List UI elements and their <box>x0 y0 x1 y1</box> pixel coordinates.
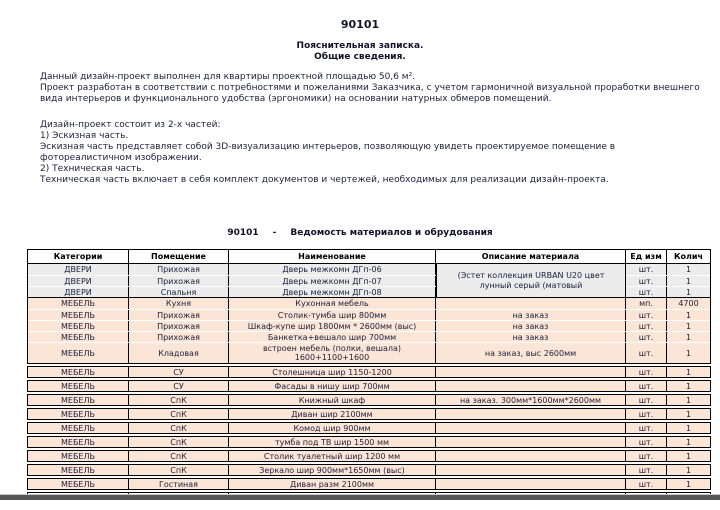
cell-unit: шт. <box>625 343 666 363</box>
table-row <box>27 366 711 378</box>
window-bottom-edge <box>0 494 720 500</box>
cell-category: МЕБЕЛЬ <box>60 299 95 308</box>
boxed-rows-container <box>27 366 711 490</box>
cell-room: СпК <box>128 409 228 419</box>
cell-unit: шт. <box>625 437 666 447</box>
table-row <box>28 331 710 342</box>
cell-name: Дверь межкомн ДГп-08 <box>228 287 435 297</box>
cell-unit: шт. <box>625 321 666 331</box>
parts-line-2: Эскизная часть представляет собой 3D-визуализацию интерьеров, позволяющую увидеть проектируемое помещение в фотореалистичном изображении. <box>40 142 616 163</box>
cell-unit: мп. <box>625 298 666 309</box>
cell-name: Зеркало шир 900мм*1650мм (выс) <box>228 465 435 475</box>
cell-description: на заказ. 300мм*1600мм*2600мм <box>435 395 625 405</box>
doors-description-merged-cell <box>436 264 626 297</box>
table-header-block <box>27 249 711 264</box>
doors-description-line2: лунный серый (матовый <box>479 280 583 290</box>
cell-unit: шт. <box>625 451 666 461</box>
cell-category: МЕБЕЛЬ <box>60 332 95 342</box>
table-row <box>27 394 711 406</box>
table-row <box>27 408 711 420</box>
header-description: Описание материала <box>435 250 625 263</box>
cell-qty: 1 <box>666 437 710 447</box>
cell-category: МЕБЕЛЬ <box>60 348 95 358</box>
cell-room: СУ <box>128 367 228 377</box>
cell-qty: 1 <box>666 343 710 363</box>
materials-table <box>27 249 711 498</box>
cell-qty: 1 <box>666 465 710 475</box>
parts-line-3: 2) Техническая часть. <box>40 164 145 174</box>
cell-qty: 1 <box>666 264 710 275</box>
cell-qty: 1 <box>666 332 710 342</box>
cell-unit: шт. <box>625 395 666 405</box>
cell-room: СпК <box>128 423 228 433</box>
cell-unit: шт. <box>625 465 666 475</box>
cell-description <box>435 367 625 377</box>
header-name: Наименование <box>228 250 435 263</box>
cell-unit: шт. <box>625 423 666 433</box>
cell-unit: шт. <box>625 381 666 391</box>
doors-description-line1: (Эстет коллекция URBAN U20 цвет <box>457 270 605 280</box>
cell-description <box>435 381 625 391</box>
cell-qty: 1 <box>666 409 710 419</box>
table-row <box>27 464 711 476</box>
cell-room: Кладовая <box>128 343 228 363</box>
cell-qty: 1 <box>666 423 710 433</box>
cell-category: МЕБЕЛЬ <box>60 479 95 489</box>
table-title-label: Ведомость материалов и обрудования <box>290 228 493 238</box>
cell-category: МЕБЕЛЬ <box>60 310 95 320</box>
cell-room: Прихожая <box>128 310 228 320</box>
cell-name: встроен мебель (полки, вешала) 1600+1100+1600 <box>228 343 435 363</box>
cell-name: Столик туалетный шир 1200 мм <box>228 451 435 461</box>
table-row <box>28 298 710 309</box>
cell-name: Шкаф-купе шир 1800мм * 2600мм (выс) <box>228 321 435 331</box>
cell-description: на заказ <box>435 310 625 320</box>
cell-room: СпК <box>128 465 228 475</box>
doors-rows-block <box>27 263 711 298</box>
cell-category: ДВЕРИ <box>64 276 92 286</box>
cell-category: МЕБЕЛЬ <box>60 437 95 447</box>
table-row <box>27 478 711 490</box>
cell-name: Книжный шкаф <box>228 395 435 405</box>
paragraph-project: Проект разработан в соответствии с потребностями и пожеланиями Заказчика, с учетом гармоничной визуальной проработки внешнего вида интерьеров и функционального удобства (эргономики) на основании натурных обмеров помещений. <box>40 83 700 104</box>
cell-room: Прихожая <box>128 276 228 286</box>
parts-line-0: Дизайн-проект состоит из 2-х частей: <box>40 120 221 130</box>
cell-room: Прихожая <box>128 332 228 342</box>
cell-qty: 1 <box>666 367 710 377</box>
cell-category: МЕБЕЛЬ <box>60 423 95 433</box>
header-qty: Колич <box>666 250 710 263</box>
parts-line-1: 1) Эскизная часть. <box>40 131 129 141</box>
doc-title-line1: Пояснительная записка. <box>296 41 424 51</box>
cell-category: МЕБЕЛЬ <box>60 395 95 405</box>
table-title-separator: - <box>272 228 277 238</box>
cell-category: МЕБЕЛЬ <box>60 321 95 331</box>
cell-name: Банкетка+вешало шир 700мм <box>228 332 435 342</box>
table-title-number: 90101 <box>227 228 259 238</box>
cell-description <box>435 479 625 489</box>
cell-name: Столик-тумба шир 800мм <box>228 310 435 320</box>
cell-category: МЕБЕЛЬ <box>60 381 95 391</box>
cell-room: Прихожая <box>128 321 228 331</box>
table-row <box>28 320 710 331</box>
cell-description <box>435 409 625 419</box>
parts-paragraphs <box>40 120 706 186</box>
parts-line-4: Техническая часть включает в себя комплект документов и чертежей, необходимых для реализации дизайн-проекта. <box>40 175 609 185</box>
table-row <box>27 380 711 392</box>
cell-category: МЕБЕЛЬ <box>60 367 95 377</box>
cell-category: МЕБЕЛЬ <box>60 465 95 475</box>
cell-room: Кухня <box>128 298 228 309</box>
cell-description <box>435 465 625 475</box>
doc-title <box>0 41 720 63</box>
cell-category: МЕБЕЛЬ <box>60 409 95 419</box>
cell-qty: 1 <box>666 479 710 489</box>
cell-name: Диван разм 2100мм <box>228 479 435 489</box>
header-room: Помещение <box>128 250 228 263</box>
cell-qty: 4700 <box>666 298 710 309</box>
cell-room: СпК <box>128 395 228 405</box>
cell-qty: 1 <box>666 310 710 320</box>
table-row <box>27 450 711 462</box>
cell-qty: 1 <box>666 276 710 286</box>
table-row <box>28 309 710 320</box>
cell-qty: 1 <box>666 381 710 391</box>
cell-category: ДВЕРИ <box>64 265 92 274</box>
cell-unit: шт. <box>625 332 666 342</box>
table-title <box>0 228 720 238</box>
table-header-row <box>28 250 710 263</box>
cell-room: Гостиная <box>128 479 228 489</box>
cell-name: Дверь межкомн ДГп-06 <box>228 264 435 275</box>
intro-paragraphs <box>40 72 706 105</box>
cell-room: СпК <box>128 437 228 447</box>
cell-room: СпК <box>128 451 228 461</box>
cell-unit: шт. <box>625 264 666 275</box>
cell-unit: шт. <box>625 479 666 489</box>
cell-qty: 1 <box>666 395 710 405</box>
cell-description <box>435 451 625 461</box>
doc-number: 90101 <box>340 18 380 31</box>
cell-name: Фасады в нишу шир 700мм <box>228 381 435 391</box>
cell-name: Столешница шир 1150-1200 <box>228 367 435 377</box>
cell-qty: 1 <box>666 321 710 331</box>
cell-unit: шт. <box>625 276 666 286</box>
cell-category: МЕБЕЛЬ <box>60 451 95 461</box>
cell-description <box>435 423 625 433</box>
doc-title-line2: Общие сведения. <box>314 52 406 62</box>
cell-room: Прихожая <box>128 264 228 275</box>
cell-category: ДВЕРИ <box>64 287 92 297</box>
cell-name: Диван шир 2100мм <box>228 409 435 419</box>
header-unit: Ед изм <box>625 250 666 263</box>
furniture-rows-block <box>27 297 711 364</box>
cell-qty: 1 <box>666 451 710 461</box>
cell-name: Дверь межкомн ДГп-07 <box>228 276 435 286</box>
table-row <box>27 422 711 434</box>
cell-name: Кухонная мебель <box>228 298 435 309</box>
cell-name: Комод шир 900мм <box>228 423 435 433</box>
cell-unit: шт. <box>625 310 666 320</box>
cell-room: Спальня <box>128 287 228 297</box>
cell-room: СУ <box>128 381 228 391</box>
cell-unit: шт. <box>625 287 666 297</box>
cell-description <box>435 298 625 309</box>
cell-qty: 1 <box>666 287 710 297</box>
cell-unit: шт. <box>625 409 666 419</box>
cell-description <box>435 437 625 447</box>
table-row <box>28 342 710 363</box>
cell-description: на заказ <box>435 321 625 331</box>
cell-name: тумба под ТВ шир 1500 мм <box>228 437 435 447</box>
cell-description: на заказ, выс 2600мм <box>435 343 625 363</box>
header-category: Категории <box>53 252 103 261</box>
paragraph-area: Данный дизайн-проект выполнен для квартиры проектной площадью 50,6 м². <box>40 72 416 82</box>
cell-unit: шт. <box>625 367 666 377</box>
table-row <box>27 436 711 448</box>
cell-description: на заказ <box>435 332 625 342</box>
